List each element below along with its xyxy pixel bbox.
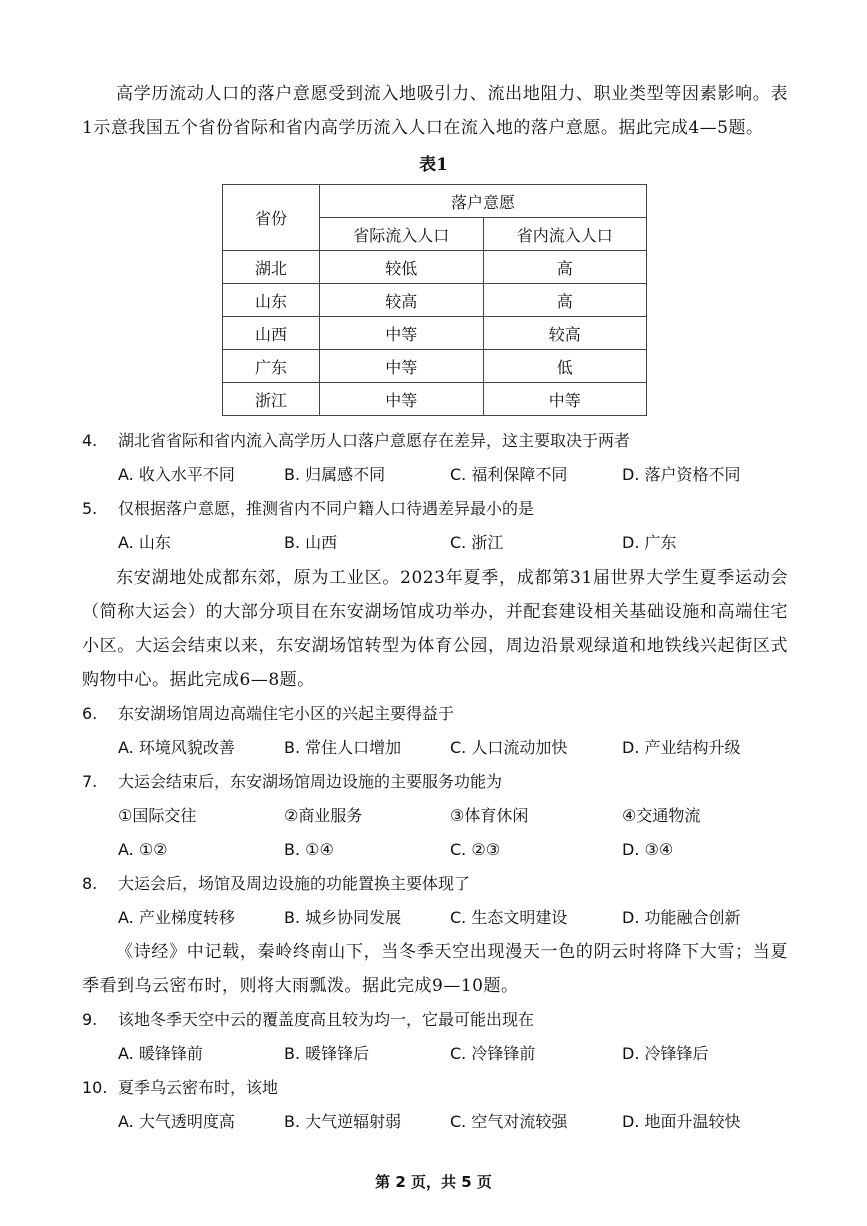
question-number: 7. <box>82 772 98 791</box>
province-cell: 山西 <box>223 317 320 350</box>
question-text: 东安湖场馆周边高端住宅小区的兴起主要得益于 <box>118 704 455 723</box>
option-a[interactable]: A. 产业梯度转移 <box>118 908 235 927</box>
option-d[interactable]: D. 功能融合创新 <box>622 908 741 927</box>
option-d[interactable]: D. 冷锋锋后 <box>622 1044 709 1063</box>
settlement-table <box>222 184 647 416</box>
option-b[interactable]: B. ①④ <box>284 840 334 859</box>
option-c[interactable]: C. 人口流动加快 <box>450 738 568 757</box>
table-row <box>223 317 647 350</box>
intra-cell: 高 <box>483 284 647 317</box>
question-number: 6. <box>82 704 98 723</box>
question-8 <box>82 867 788 901</box>
statement-item: ②商业服务 <box>284 806 363 825</box>
question-8-options <box>118 901 798 935</box>
intro-paragraph-3: 《诗经》中记载，秦岭终南山下，当冬季天空出现漫天一色的阴云时将降下大雪；当夏季看到乌云密布时，则将大雨瓢泼。据此完成9—10题。 <box>82 942 788 996</box>
option-a[interactable]: A. 环境风貌改善 <box>118 738 235 757</box>
intra-cell: 高 <box>483 251 647 284</box>
question-9-options <box>118 1037 798 1071</box>
question-text: 湖北省省际和省内流入高学历人口落户意愿存在差异，这主要取决于两者 <box>118 431 631 450</box>
inter-cell: 中等 <box>320 350 484 383</box>
inter-cell: 中等 <box>320 383 484 416</box>
option-d[interactable]: D. ③④ <box>622 840 674 859</box>
question-5-options <box>118 526 798 560</box>
question-4 <box>82 424 788 458</box>
intro-paragraph-2: 东安湖地处成都东郊，原为工业区。2023年夏季，成都第31届世界大学生夏季运动会（简称大运会）的大部分项目在东安湖场馆成功举办，并配套建设相关基础设施和高端住宅小区。大运会结束以来，东安湖场馆转型为体育公园，周边沿景观绿道和地铁线兴起街区式购物中心。据此完成6—8题。 <box>82 568 788 690</box>
header-intra: 省内流入人口 <box>483 218 647 251</box>
province-cell: 山东 <box>223 284 320 317</box>
table-row <box>223 251 647 284</box>
option-a[interactable]: A. 暖锋锋前 <box>118 1044 203 1063</box>
question-9 <box>82 1003 788 1037</box>
intro-paragraph-1: 高学历流动人口的落户意愿受到流入地吸引力、流出地阻力、职业类型等因素影响。表1示意我国五个省份省际和省内高学历流入人口在流入地的落户意愿。据此完成4—5题。 <box>82 84 788 138</box>
inter-cell: 较高 <box>320 284 484 317</box>
option-b[interactable]: B. 城乡协同发展 <box>284 908 402 927</box>
table-title: 表1 <box>419 155 448 175</box>
table-row <box>223 284 647 317</box>
option-b[interactable]: B. 归属感不同 <box>284 465 386 484</box>
option-c[interactable]: C. 空气对流较强 <box>450 1112 568 1131</box>
option-a[interactable]: A. 大气透明度高 <box>118 1112 235 1131</box>
option-d[interactable]: D. 广东 <box>622 533 677 552</box>
question-10 <box>82 1071 788 1105</box>
question-number: 5. <box>82 499 98 518</box>
province-cell: 浙江 <box>223 383 320 416</box>
question-4-options <box>118 458 798 492</box>
question-text: 大运会结束后，东安湖场馆周边设施的主要服务功能为 <box>118 772 503 791</box>
question-number: 9. <box>82 1010 98 1029</box>
question-text: 该地冬季天空中云的覆盖度高且较为均一，它最可能出现在 <box>118 1010 535 1029</box>
question-number: 10. <box>82 1078 108 1097</box>
option-b[interactable]: B. 常住人口增加 <box>284 738 402 757</box>
question-7-options <box>118 833 798 867</box>
header-group: 落户意愿 <box>320 185 647 218</box>
question-6-options <box>118 731 798 765</box>
option-c[interactable]: C. 浙江 <box>450 533 504 552</box>
question-10-options <box>118 1105 798 1139</box>
page-footer: 第 2 页，共 5 页 <box>375 1173 492 1191</box>
statement-item: ③体育休闲 <box>450 806 529 825</box>
intra-cell: 低 <box>483 350 647 383</box>
option-c[interactable]: C. 福利保障不同 <box>450 465 568 484</box>
option-a[interactable]: A. ①② <box>118 840 168 859</box>
question-5 <box>82 492 788 526</box>
question-6 <box>82 697 788 731</box>
option-a[interactable]: A. 山东 <box>118 533 171 552</box>
option-b[interactable]: B. 大气逆辐射弱 <box>284 1112 402 1131</box>
table-row <box>223 383 647 416</box>
question-7 <box>82 765 788 799</box>
option-d[interactable]: D. 地面升温较快 <box>622 1112 741 1131</box>
option-d[interactable]: D. 产业结构升级 <box>622 738 741 757</box>
option-b[interactable]: B. 暖锋锋后 <box>284 1044 370 1063</box>
question-text: 夏季乌云密布时，该地 <box>118 1078 279 1097</box>
statement-item: ④交通物流 <box>622 806 701 825</box>
question-number: 4. <box>82 431 98 450</box>
inter-cell: 中等 <box>320 317 484 350</box>
province-cell: 湖北 <box>223 251 320 284</box>
option-c[interactable]: C. 冷锋锋前 <box>450 1044 536 1063</box>
option-b[interactable]: B. 山西 <box>284 533 338 552</box>
option-d[interactable]: D. 落户资格不同 <box>622 465 741 484</box>
table-row <box>223 350 647 383</box>
option-c[interactable]: C. 生态文明建设 <box>450 908 568 927</box>
option-c[interactable]: C. ②③ <box>450 840 501 859</box>
question-text: 仅根据落户意愿，推测省内不同户籍人口待遇差异最小的是 <box>118 499 535 518</box>
inter-cell: 较低 <box>320 251 484 284</box>
province-cell: 广东 <box>223 350 320 383</box>
intra-cell: 中等 <box>483 383 647 416</box>
question-text: 大运会后，场馆及周边设施的功能置换主要体现了 <box>118 874 471 893</box>
question-7-items <box>118 799 798 833</box>
option-a[interactable]: A. 收入水平不同 <box>118 465 235 484</box>
intra-cell: 较高 <box>483 317 647 350</box>
statement-item: ①国际交往 <box>118 806 197 825</box>
question-number: 8. <box>82 874 98 893</box>
header-province: 省份 <box>223 185 320 251</box>
header-inter: 省际流入人口 <box>320 218 484 251</box>
